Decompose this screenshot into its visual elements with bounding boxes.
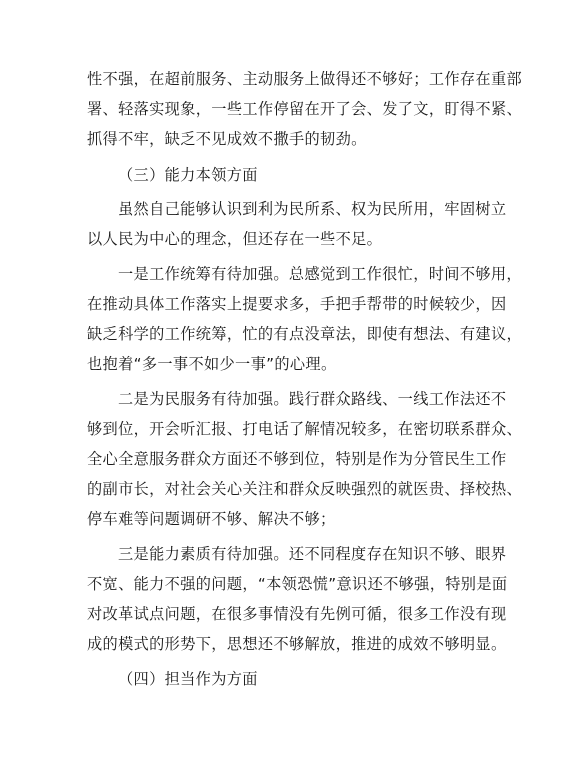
paragraph-line: 够到位，开会听汇报、打电话了解情况较多，在密切联系群众、 [87, 420, 523, 438]
paragraph-line: 不宽、能力不强的问题，“本领恐慌”意识还不够强，特别是面 [87, 575, 508, 593]
paragraph-line: 停车难等问题调研不够、解决不够； [87, 510, 336, 528]
paragraph-line: 对改革试点问题，在很多事情没有先例可循，很多工作没有现 [87, 605, 507, 623]
paragraph-line: 在推动具体工作落实上提要求多，手把手帮带的时候较少，因 [87, 295, 507, 313]
section-heading: （四）担当作为方面 [118, 670, 258, 688]
paragraph-line: 抓得不牢，缺乏不见成效不撒手的韧劲。 [87, 130, 367, 148]
paragraph-line: 成的模式的形势下，思想还不够解放，推进的成效不够明显。 [87, 635, 507, 653]
section-heading: （三）能力本领方面 [118, 166, 258, 184]
paragraph-line: 一是工作统筹有待加强。总感觉到工作很忙，时间不够用， [118, 265, 522, 283]
paragraph-line: 三是能力素质有待加强。还不同程度存在知识不够、眼界 [118, 545, 507, 563]
paragraph-line: 缺乏科学的工作统筹，忙的有点没章法，即使有想法、有建议， [87, 325, 523, 343]
paragraph-line: 也抱着“多一事不如少一事”的心理。 [87, 355, 337, 373]
paragraph-line: 的副市长，对社会关心关注和群众反映强烈的就医贵、择校热、 [87, 480, 523, 498]
paragraph-line: 以人民为中心的理念，但还存在一些不足。 [87, 230, 383, 248]
paragraph-line: 性不强，在超前服务、主动服务上做得还不够好；工作存在重部 [87, 70, 523, 88]
paragraph-line: 署、轻落实现象，一些工作停留在开了会、发了文，盯得不紧、 [87, 100, 523, 118]
paragraph-line: 全心全意服务群众方面还不够到位，特别是作为分管民生工作 [87, 450, 507, 468]
paragraph-line: 虽然自己能够认识到利为民所系、权为民所用，牢固树立 [118, 200, 507, 218]
paragraph-line: 二是为民服务有待加强。践行群众路线、一线工作法还不 [118, 390, 507, 408]
